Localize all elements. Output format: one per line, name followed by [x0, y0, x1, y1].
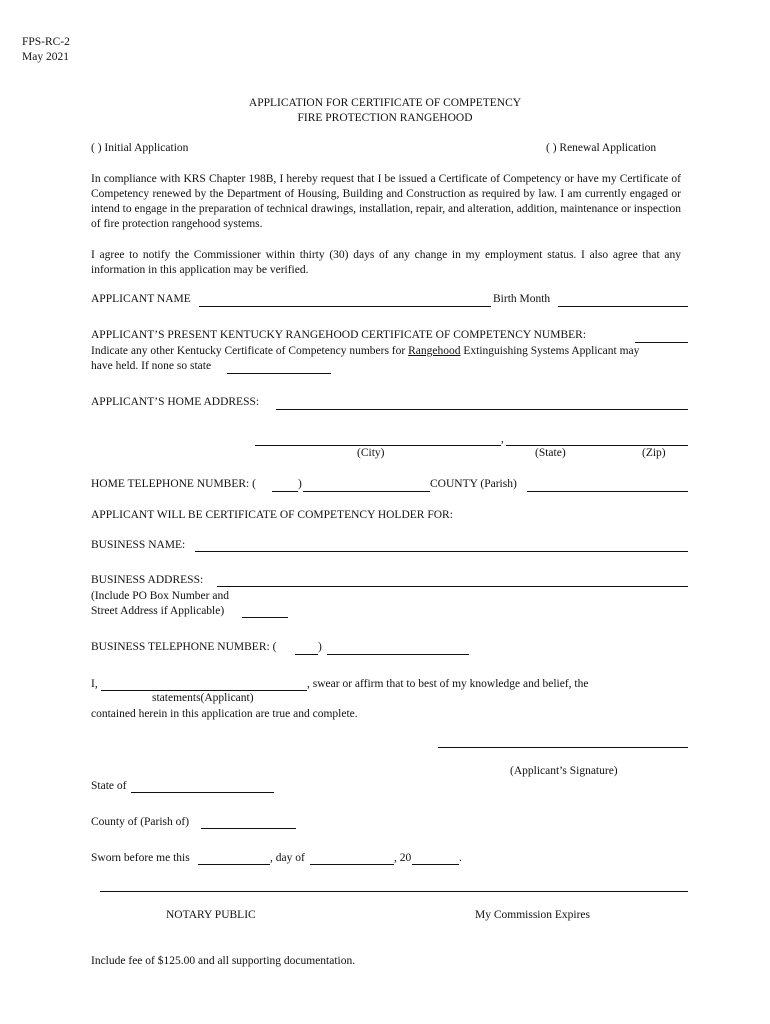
title-line-1: APPLICATION FOR CERTIFICATE OF COMPETENCY: [248, 97, 522, 109]
commission-expires-caption: My Commission Expires: [475, 909, 591, 921]
business-phone-label: BUSINESS TELEPHONE NUMBER: (: [91, 641, 277, 653]
county-of-field[interactable]: [201, 828, 296, 829]
holder-for-heading: APPLICANT WILL BE CERTIFICATE OF COMPETENCY HOLDER FOR:: [91, 509, 453, 521]
affirmation-contained-text: contained herein in this application are true and complete.: [91, 708, 358, 720]
business-address-label: BUSINESS ADDRESS:: [91, 574, 204, 586]
sworn-month-field[interactable]: [310, 864, 394, 865]
city-caption: (City): [357, 447, 385, 459]
birth-month-label: Birth Month: [493, 293, 551, 305]
affirmation-i-label: I,: [91, 678, 98, 690]
home-address-field[interactable]: [276, 409, 688, 410]
po-box-note-line-2: Street Address if Applicable): [91, 605, 225, 617]
birth-month-field[interactable]: [558, 306, 688, 307]
day-of-label: , day of: [270, 852, 305, 864]
business-address-field[interactable]: [217, 586, 688, 587]
present-certificate-number-label: APPLICANT’S PRESENT KENTUCKY RANGEHOOD CERTIFICATE OF COMPETENCY NUMBER:: [91, 329, 587, 341]
business-name-field[interactable]: [195, 551, 688, 552]
zip-caption: (Zip): [642, 447, 666, 459]
business-phone-close-paren: ): [318, 641, 322, 653]
applicant-signature-field[interactable]: [438, 747, 688, 748]
address-comma: ,: [501, 433, 504, 445]
other-numbers-line-2: have held. If none so state: [91, 360, 212, 372]
present-certificate-number-field[interactable]: [635, 342, 688, 343]
form-date: May 2021: [22, 51, 69, 63]
state-of-label: State of: [91, 780, 127, 792]
home-phone-area-code-field[interactable]: [272, 491, 298, 492]
business-name-label: BUSINESS NAME:: [91, 539, 186, 551]
compliance-paragraph: In compliance with KRS Chapter 198B, I hereby request that I be issued a Certificate of Competency or have my Certificate of Competency renewed by the Department of Housing, Building and Construction as required by law. I am currently engaged or intend to engage in the preparation of technical drawings, installation, repair, and alteration, addition, maintenance or inspection of fire protection rangehood systems.: [91, 173, 681, 230]
business-phone-area-code-field[interactable]: [295, 654, 318, 655]
applicant-name-field[interactable]: [199, 306, 491, 307]
sworn-year-field[interactable]: [412, 864, 459, 865]
affirmation-statements-caption: statements(Applicant): [152, 692, 254, 704]
sworn-period: .: [459, 852, 462, 864]
sworn-before-label: Sworn before me this: [91, 852, 190, 864]
other-numbers-text-pre: Indicate any other Kentucky Certificate of Competency numbers for: [91, 345, 409, 357]
po-box-field[interactable]: [242, 617, 288, 618]
state-zip-field[interactable]: [506, 445, 688, 446]
rangehood-underlined: Rangehood: [408, 345, 461, 357]
renewal-application-checkbox[interactable]: ( ) Renewal Application: [546, 142, 657, 154]
other-numbers-field[interactable]: [227, 373, 331, 374]
city-field[interactable]: [255, 445, 501, 446]
applicant-name-label: APPLICANT NAME: [91, 293, 191, 305]
state-of-field[interactable]: [131, 792, 274, 793]
form-code: FPS-RC-2: [22, 36, 70, 48]
other-numbers-line-1: [91, 345, 639, 357]
home-phone-number-field[interactable]: [303, 491, 430, 492]
home-phone-close-paren: ): [298, 478, 302, 490]
home-address-label: APPLICANT’S HOME ADDRESS:: [91, 396, 260, 408]
po-box-note-line-1: (Include PO Box Number and: [91, 590, 229, 602]
other-numbers-text-post: Extinguishing Systems Applicant may: [460, 345, 640, 357]
applicant-signature-caption: (Applicant’s Signature): [510, 765, 618, 777]
notary-signature-line[interactable]: [100, 891, 688, 892]
home-phone-label: HOME TELEPHONE NUMBER: (: [91, 478, 256, 490]
county-of-label: County of (Parish of): [91, 816, 190, 828]
initial-application-checkbox[interactable]: ( ) Initial Application: [91, 142, 189, 154]
title-line-2: FIRE PROTECTION RANGEHOOD: [297, 112, 473, 124]
county-label: COUNTY (Parish): [430, 478, 517, 490]
year-prefix-label: , 20: [394, 852, 412, 864]
state-caption: (State): [535, 447, 566, 459]
business-phone-number-field[interactable]: [327, 654, 469, 655]
county-field[interactable]: [527, 491, 688, 492]
affirmation-swear-text: , swear or affirm that to best of my knowledge and belief, the: [307, 678, 589, 690]
notify-paragraph: I agree to notify the Commissioner within thirty (30) days of any change in my employment status. I also agree that any information in this application may be verified.: [91, 249, 681, 276]
notary-public-caption: NOTARY PUBLIC: [166, 909, 256, 921]
affirmation-name-field[interactable]: [101, 690, 307, 691]
fee-note: Include fee of $125.00 and all supporting documentation.: [91, 955, 356, 967]
sworn-day-field[interactable]: [198, 864, 270, 865]
